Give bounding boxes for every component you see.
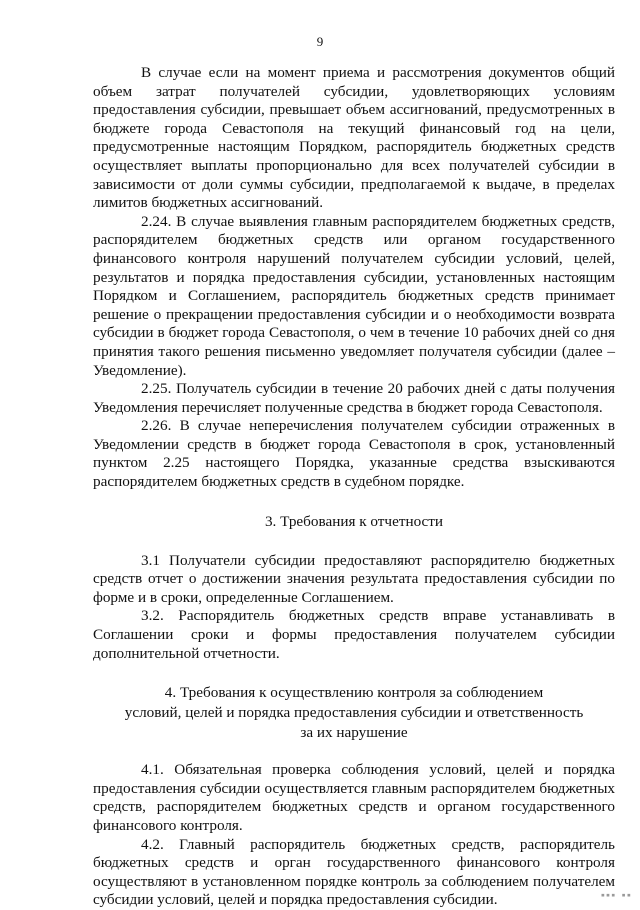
paragraph-4-2: 4.2. Главный распорядитель бюджетных средств, распорядитель бюджетных средств и орган государственного финансового контроля осуществляют в установленном порядке контроль за соблюдением получателем субсидии условий, целей и порядка предоставления субсидии. bbox=[93, 835, 615, 909]
paragraph-3-2: 3.2. Распорядитель бюджетных средств вправе устанавливать в Соглашении сроки и формы предоставления получателем субсидии дополнительной отчетности. bbox=[93, 607, 615, 662]
section-4-heading-line-1: 4. Требования к осуществлению контроля за соблюдением bbox=[164, 684, 544, 702]
scan-mark: ▪▪▪ ▪▪ bbox=[600, 891, 632, 899]
section-4-heading-line-3: за их нарушение bbox=[300, 724, 408, 742]
document-body bbox=[93, 64, 615, 910]
paragraph-3-1: 3.1 Получатели субсидии предоставляют распорядителю бюджетных средств отчет о достижении значения результата предоставления субсидии по форме и в сроки, определенные Соглашением. bbox=[93, 551, 615, 606]
paragraph-2-24: 2.24. В случае выявления главным распорядителем бюджетных средств, распорядителем бюджетных средств или органом государственного финансового контроля нарушений получателем субсидии условий, целей, результатов и порядка предоставления субсидии, установленных настоящим Порядком и Соглашением, распорядитель бюджетных средств принимает решение о прекращении предоставления субсидии и о необходимости возврата субсидии в бюджет города Севастополя, о чем в течение 10 рабочих дней со дня принятия такого решения письменно уведомляет получателя субсидии (далее – Уведомление). bbox=[93, 212, 615, 379]
section-4-heading-line-2: условий, целей и порядка предоставления субсидии и ответственность bbox=[124, 704, 584, 722]
paragraph-2-25: 2.25. Получатель субсидии в течение 20 рабочих дней с даты получения Уведомления перечисляет полученные средства в бюджет города Севастополя. bbox=[93, 380, 615, 416]
paragraph-2-26: 2.26. В случае неперечисления получателем субсидии отраженных в Уведомлении средств в бюджет города Севастополя в срок, установленный пунктом 2.25 настоящего Порядка, указанные средства взыскиваются распорядителем бюджетных средств в судебном порядке. bbox=[93, 417, 615, 491]
section-3-heading: 3. Требования к отчетности bbox=[264, 512, 444, 530]
paragraph-4-1: 4.1. Обязательная проверка соблюдения условий, целей и порядка предоставления субсидии осуществляется главным распорядителем бюджетных средств, распорядителем бюджетных средств и органом государственного финансового контроля. bbox=[93, 761, 615, 834]
page-number: 9 bbox=[316, 34, 324, 49]
section-4-heading bbox=[93, 683, 615, 743]
paragraph-allocation-limits: В случае если на момент приема и рассмотрения документов общий объем затрат получателей субсидии, удовлетворяющих условиям предоставления субсидии, превышает объем ассигнований, предусмотренных в бюджете города Севастополя на текущий финансовый год на цели, предусмотренные настоящим Порядком, распорядитель бюджетных средств осуществляет выплаты пропорционально для всех получателей субсидии в зависимости от доли суммы субсидии, предполагаемой к выдаче, в пределах лимитов бюджетных ассигнований. bbox=[93, 64, 615, 212]
